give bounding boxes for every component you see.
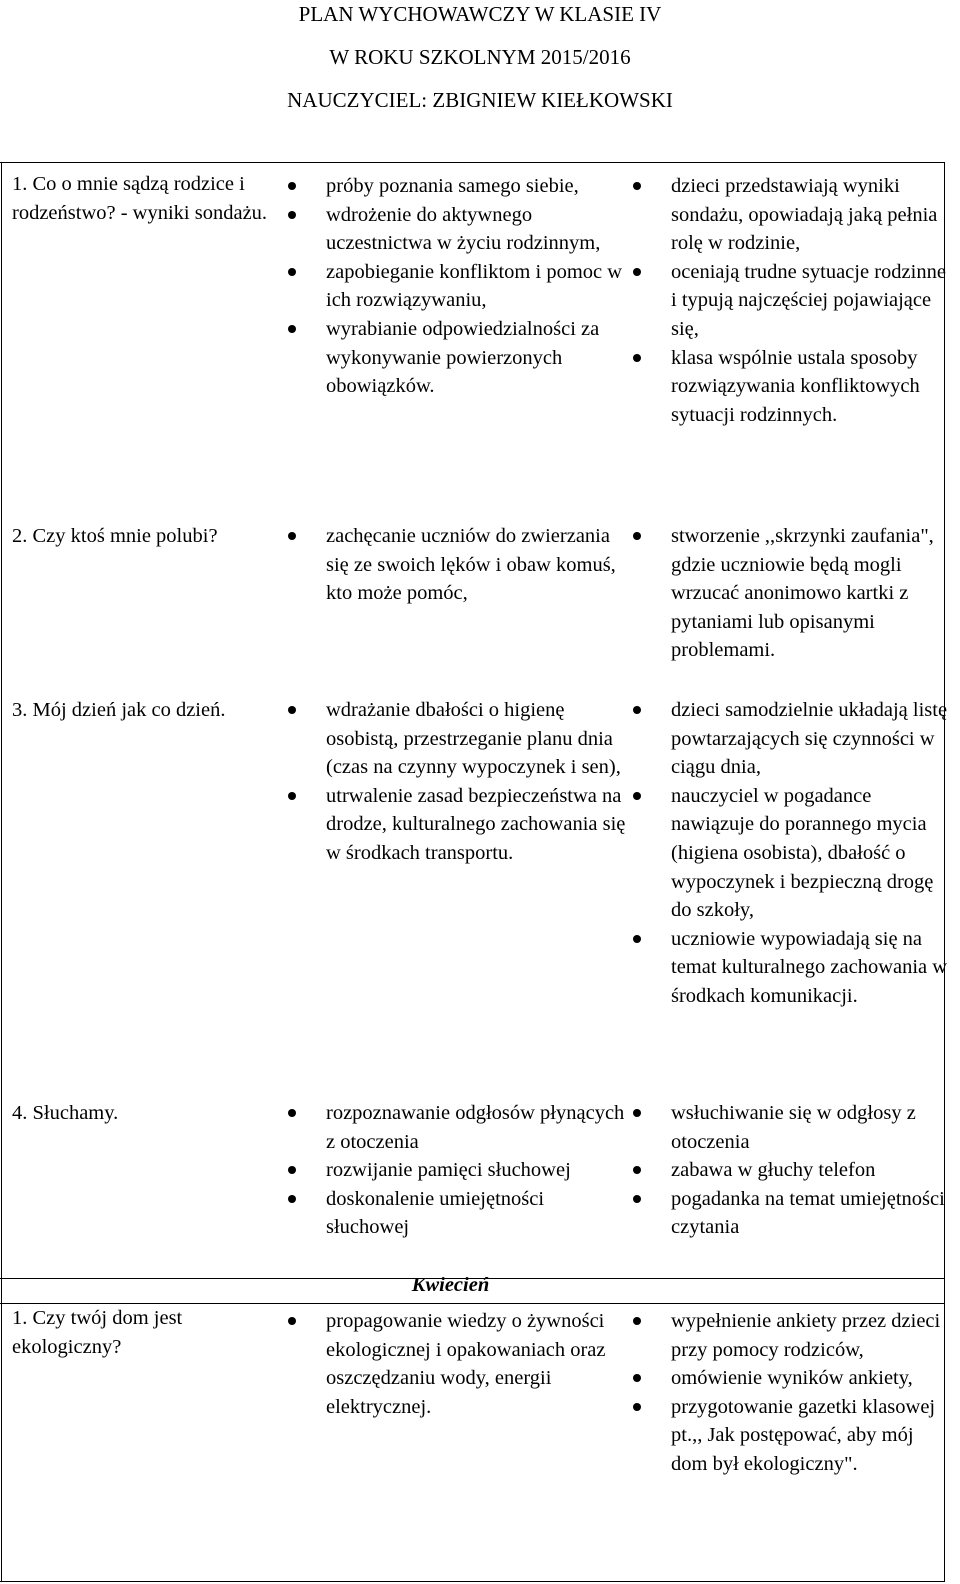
activities-cell [633,522,948,665]
row-title: 2. Czy ktoś mnie polubi? [12,525,218,547]
goal-item: rozwijanie pamięci słuchowej [288,1156,628,1185]
table-border-bottom [0,1581,945,1582]
goal-item: propagowanie wiedzy o żywności ekologicznej i opakowaniach oraz oszczędzaniu wody, energii elektrycznej. [288,1307,628,1421]
activity-item: stworzenie ,,skrzynki zaufania", gdzie uczniowie będą mogli wrzucać anonimowo kartki z pytaniami lub opisanymi problemami. [633,522,948,665]
goals-cell [288,1307,628,1421]
activity-item: wypełnienie ankiety przez dzieci przy pomocy rodziców, [633,1307,948,1364]
activities-cell [633,1307,948,1479]
goal-item: wyrabianie odpowiedzialności za wykonywanie powierzonych obowiązków. [288,315,628,401]
activity-item: nauczyciel w pogadance nawiązuje do porannego mycia (higiena osobista), dbałość o wypoczynek i bezpieczną drogę do szkoły, [633,782,948,925]
row-title: 4. Słuchamy. [12,1102,119,1124]
month-heading: Kwiecień [411,1274,490,1296]
goal-item: wdrożenie do aktywnego uczestnictwa w życiu rodzinnym, [288,201,628,258]
teacher-name: NAUCZYCIEL: ZBIGNIEW KIEŁKOWSKI [287,88,673,112]
goal-item: doskonalenie umiejętności słuchowej [288,1185,628,1242]
goal-item: zachęcanie uczniów do zwierzania się ze swoich lęków i obaw komuś, kto może pomóc, [288,522,628,608]
activity-item: dzieci przedstawiają wyniki sondażu, opowiadają jaką pełnia rolę w rodzinie, [633,172,948,258]
goal-item: wdrażanie dbałości o higienę osobistą, przestrzeganie planu dnia (czas na czynny wypoczynek i sen), [288,696,628,782]
row-title: 3. Mój dzień jak co dzień. [12,699,226,721]
activities-cell [633,172,948,429]
activity-item: klasa wspólnie ustala sposoby rozwiązywania konfliktowych sytuacji rodzinnych. [633,344,948,430]
goal-item: utrwalenie zasad bezpieczeństwa na drodze, kulturalnego zachowania się w środkach transportu. [288,782,628,868]
goals-cell [288,696,628,868]
goal-item: próby poznania samego siebie, [288,172,628,201]
goals-cell [288,1099,628,1242]
activities-cell [633,1099,948,1242]
plan-table [0,162,960,1584]
activity-item: przygotowanie gazetki klasowej pt.,, Jak postępować, aby mój dom był ekologiczny". [633,1393,948,1479]
activity-item: zabawa w głuchy telefon [633,1156,948,1185]
activity-item: uczniowie wypowiadają się na temat kulturalnego zachowania w środkach komunikacji. [633,925,948,1011]
activity-item: oceniają trudne sytuacje rodzinne i typują najczęściej pojawiające się, [633,258,948,344]
row-title: 1. Czy twój dom jest ekologiczny? [12,1307,183,1358]
goal-item: zapobieganie konfliktom i pomoc w ich rozwiązywaniu, [288,258,628,315]
goals-cell [288,172,628,401]
plan-title: PLAN WYCHOWAWCZY W KLASIE IV [298,2,662,26]
table-border-top [0,162,945,163]
activity-item: dzieci samodzielnie układają listę powtarzających się czynności w ciągu dnia, [633,696,948,782]
activity-item: wsłuchiwanie się w odgłosy z otoczenia [633,1099,948,1156]
goal-item: rozpoznawanie odgłosów płynących z otoczenia [288,1099,628,1156]
school-year: W ROKU SZKOLNYM 2015/2016 [329,45,631,69]
goals-cell [288,522,628,608]
activity-item: pogadanka na temat umiejętności czytania [633,1185,948,1242]
activity-item: omówienie wyników ankiety, [633,1364,948,1393]
activities-cell [633,696,948,1011]
row-title: 1. Co o mnie sądzą rodzice i rodzeństwo? - wyniki sondażu. [12,173,268,224]
table-border-left [1,162,2,1582]
